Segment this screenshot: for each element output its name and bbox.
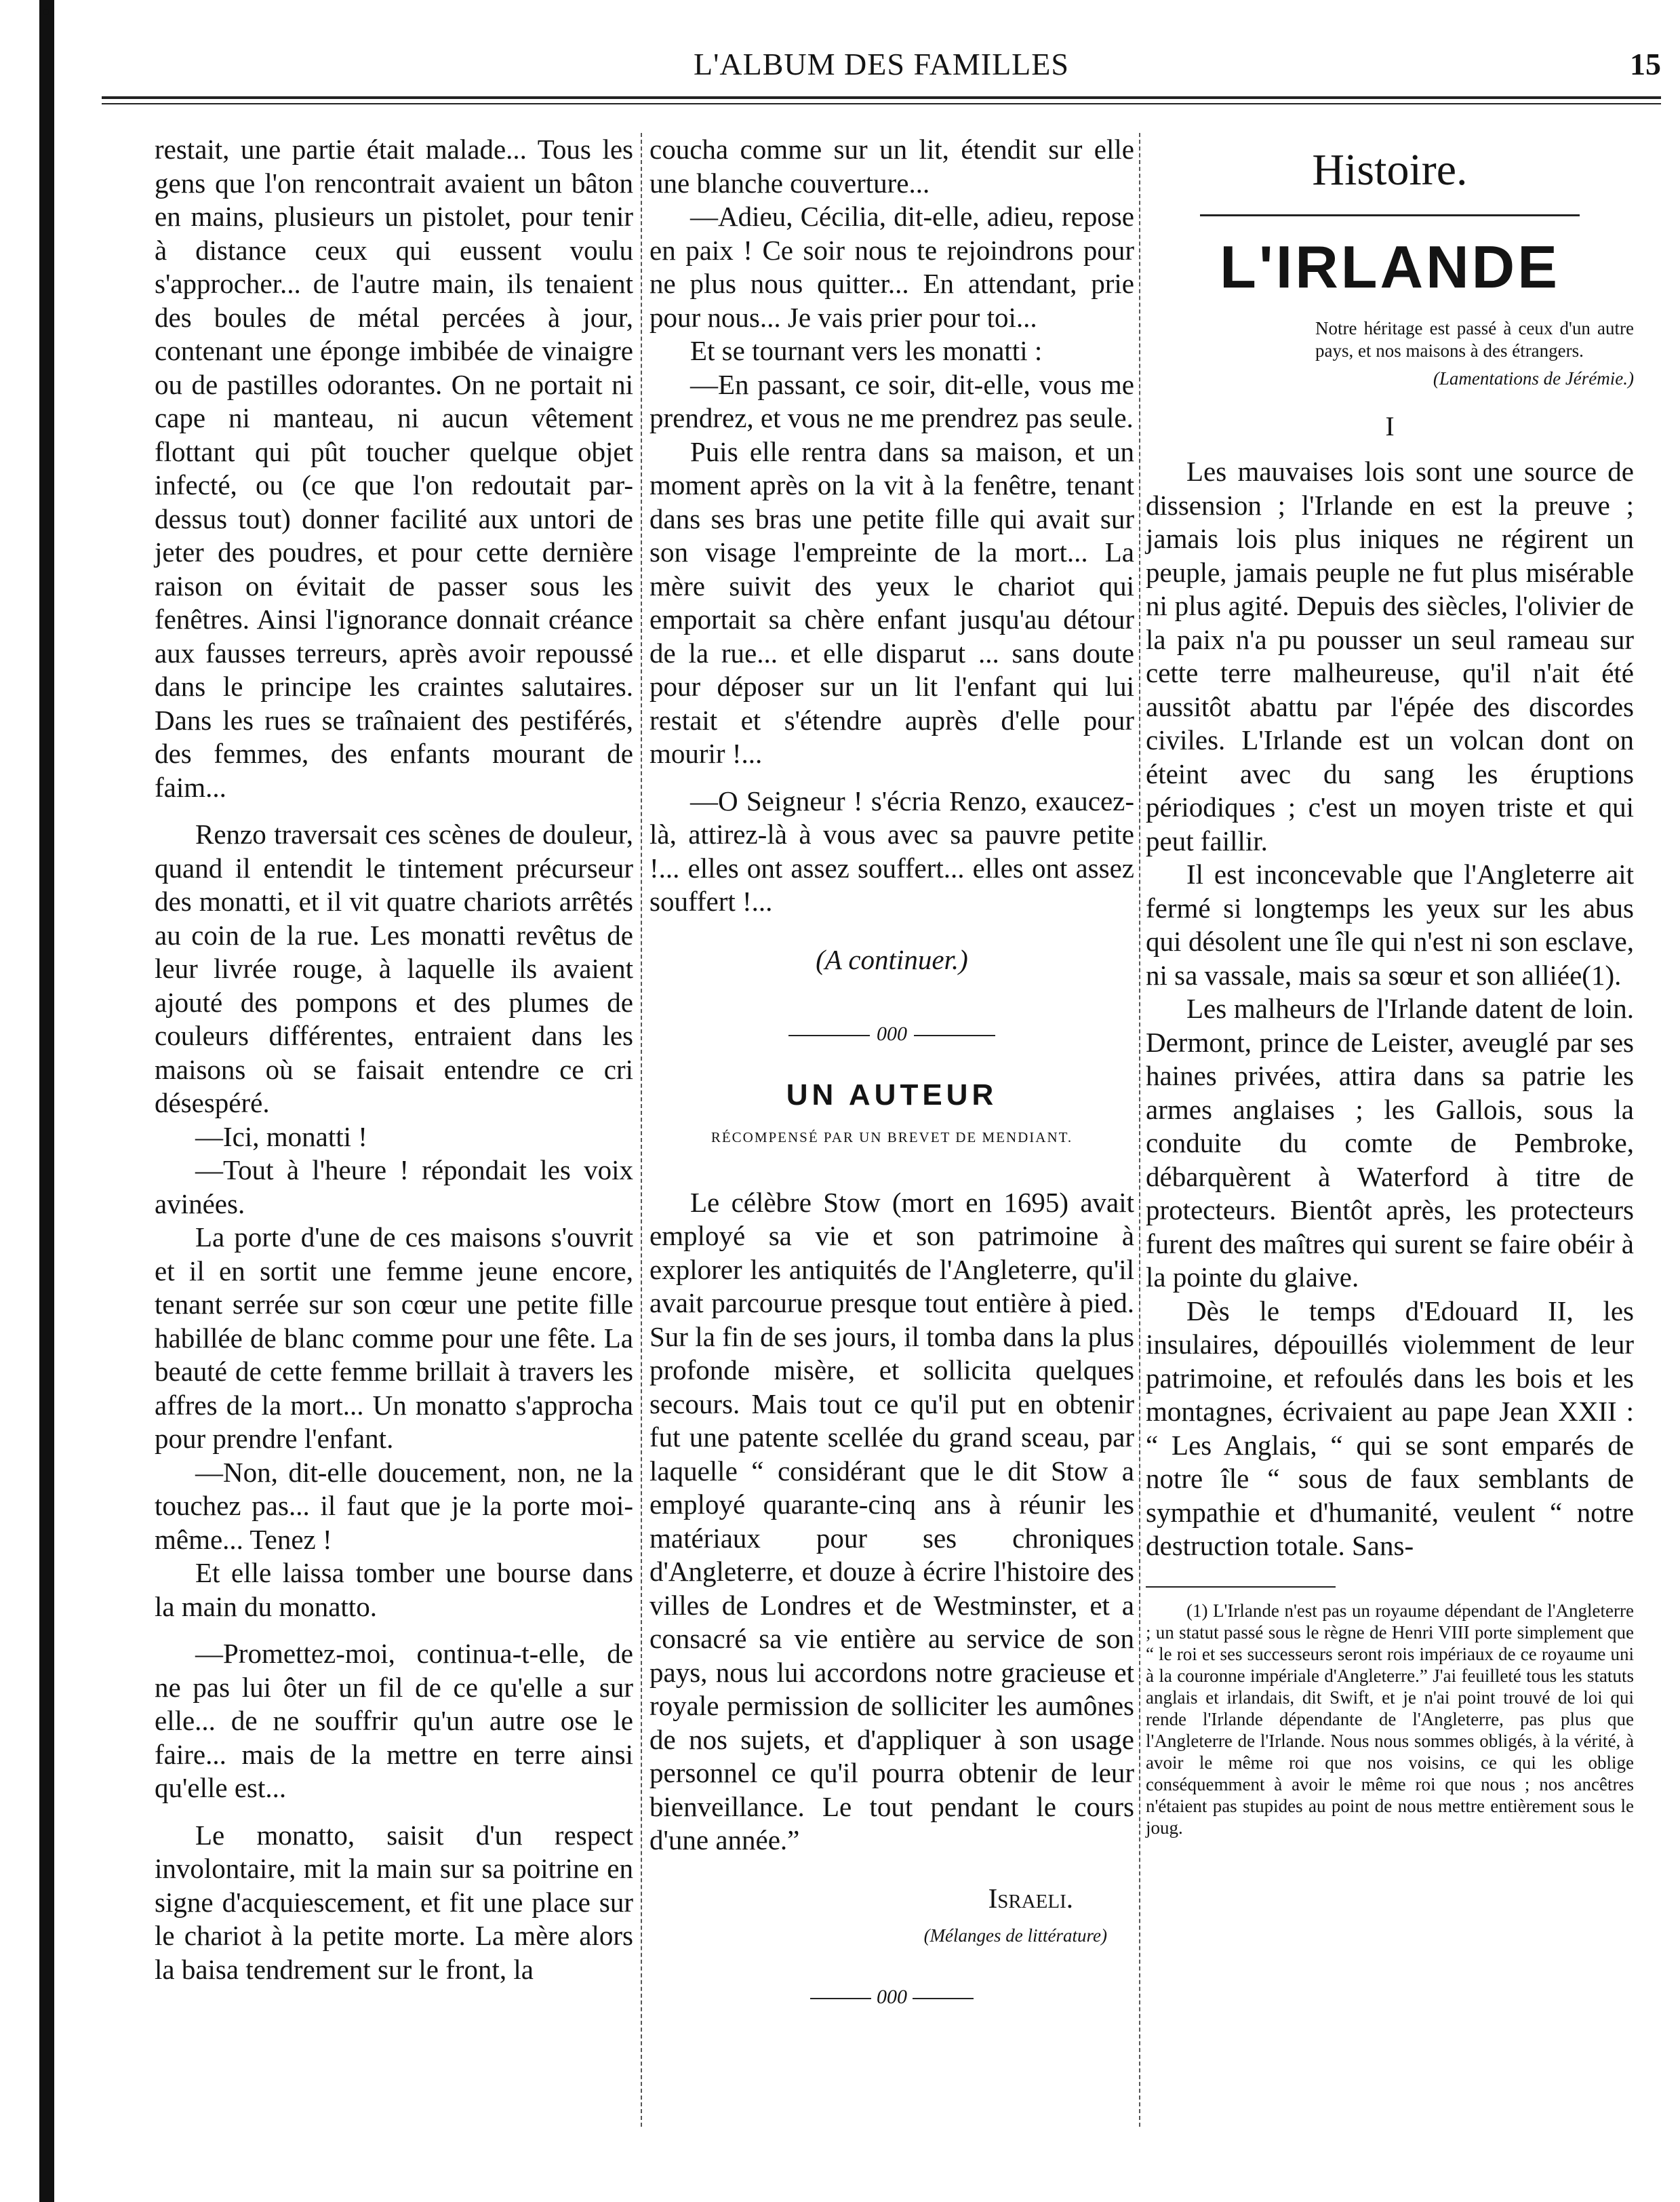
paragraph: Renzo traversait ces scènes de douleur, quand il entendit le tintement précurseur des monatti, et il vit quatre chariots arrêtés au coin de la rue. Les monatti revêtus de leur livrée rouge, à laquelle ils avaient ajouté des pompons et des plumes de couleurs différentes, entraient dans les maisons où se faisait entendre ce cri désespéré. (155, 819, 633, 1118)
running-title: L'ALBUM DES FAMILLES (694, 47, 1069, 81)
paragraph: —Non, dit-elle doucement, non, ne la touchez pas... il faut que je la porte moi-même... Tenez ! (155, 1456, 633, 1555)
paragraph: restait, une partie était malade... Tous les gens que l'on rencontrait avaient un bâton en mains, plusieurs un pistolet, pour tenir à distance ceux qui eussent voulu s'approcher... de l'autre main, ils tenaient des boules de métal percées à jour, contenant une éponge imbibée de vinaigre ou de pastilles odorantes. On ne portait ni cape ni manteau, ni aucun vêtement flottant qui pût toucher quelque objet infecté, ou (ce que l'on redoutait par-dessus tout) donner facilité aux untori de jeter des poudres, et pour cette dernière raison on évitait de passer sous les fenêtres. Ainsi l'ignorance donnait créance aux fausses terreurs, après avoir repoussé dans le principe les craintes salutaires. Dans les rues se traînaient des pestiférés, des femmes, des enfants mourant de faim... (155, 134, 633, 803)
paragraph: La porte d'une de ces maisons s'ouvrit et il en sortit une femme jeune encore, tenant serrée sur son cœur une petite fille habillée de blanc comme pour une fête. La beauté de cette femme brillait à travers les affres de la mort... Un monatto s'approcha pour prendre l'enfant. (155, 1221, 633, 1454)
paragraph: Le monatto, saisit d'un respect involontaire, mit la main sur sa poitrine en signe d'acquiescement, et fit une place sur le chariot à la petite morte. La mère alors la baisa tendrement sur le front, la (155, 1819, 633, 1985)
paragraph: coucha comme sur un lit, étendit sur elle une blanche couverture... (649, 134, 1134, 199)
end-separator: 000 (649, 1980, 1134, 2014)
paragraph: —Tout à l'heure ! répondait les voix avinées. (155, 1154, 633, 1219)
paragraph: Puis elle rentra dans sa maison, et un moment après on la vit à la fenêtre, tenant dans ses bras une petite fille qui avait sur son visage l'empreinte de la mort... La mère suivit des yeux le chariot qui emportait sa chère enfant jusqu'au détour de la rue... et elle disparut ... sans doute pour déposer sur un lit l'enfant qui lui restait et s'étendre auprès d'elle pour mourir !... (649, 435, 1134, 769)
separator: 000 (649, 1017, 1134, 1051)
column-divider (1139, 133, 1140, 2127)
header-rule (102, 96, 1661, 99)
column-divider (641, 133, 642, 2127)
subarticle-subtitle: RÉCOMPENSÉ PAR UN BREVET DE MENDIANT. (711, 1129, 1073, 1145)
subarticle-title: UN AUTEUR (786, 1078, 998, 1112)
column-middle (649, 133, 1134, 2013)
epigraph: Notre héritage est passé à ceux d'un autre pays, et nos maisons à des étrangers. (1315, 318, 1634, 361)
footnote-rule (1146, 1586, 1336, 1588)
paragraph: Et se tournant vers les monatti : (690, 335, 1043, 366)
subarticle-body: Le célèbre Stow (mort en 1695) avait employé sa vie et son patrimoine à explorer les antiquités de l'Angleterre, qu'il avait parcourue presque tout entière à pied. Sur la fin de ses jours, il tomba dans la plus profonde misère, et sollicita quelques secours. Mais tout ce qu'il put en obtenir fut une patente scellée du grand sceau, par laquelle “ considérant que le dit Stow a employé quarante-cinq ans à réunir les matériaux pour ses chroniques d'Angleterre, et douze à écrire l'histoire des villes de Londres et de Westminster, et a consacré sa vie entière au service de son pays, nous lui accordons notre gracieuse et royale permission de solliciter les aumônes de nos sujets, et d'appliquer à son usage personnel ce qu'il pourra obtenir de leur bienveillance. Le tout pendant le cours d'une année.” (649, 1186, 1134, 1855)
article-title: L'IRLANDE (1220, 233, 1560, 300)
to-be-continued: (A continuer.) (816, 943, 968, 975)
paragraph: Les malheurs de l'Irlande datent de loin. Dermont, prince de Leister, aveuglé par ses haines privées, attira dans sa patrie les armes anglaises ; les Gallois, sous la conduite du comte de Pembroke, débarquèrent à Waterford à titre de protecteurs. Bientôt après, les protecteurs furent des maîtres qui surent se faire obéir à la pointe du glaive. (1146, 993, 1634, 1293)
paragraph: —Adieu, Cécilia, dit-elle, adieu, repose en paix ! Ce soir nous te rejoindrons pour ne plus nous quitter... En attendant, prie pour nous... Je vais prier pour toi... (649, 201, 1134, 333)
section-heading: Histoire. (1312, 145, 1468, 195)
paragraph: —En passant, ce soir, dit-elle, vous me prendrez, et vous ne me prendrez pas seule. (649, 368, 1134, 433)
paragraph: —O Seigneur ! s'écria Renzo, exaucez-là, attirez-là à vous avec sa pauvre petite !... elles ont assez souffert... elles ont assez souffert !... (649, 785, 1134, 917)
header-rule-thin (102, 103, 1661, 104)
section-rule (1200, 214, 1580, 216)
chapter-number: I (1385, 410, 1395, 441)
binding-spine (39, 0, 54, 2202)
column-left (155, 133, 633, 1986)
column-right (1146, 133, 1634, 1839)
paragraph: Et elle laissa tomber une bourse dans la main du monatto. (155, 1557, 633, 1622)
paragraph: Il est inconcevable que l'Angleterre ait fermé si longtemps les yeux sur les abus qui désolent une île qui n'est ni son esclave, ni sa vassale, mais sa sœur et son alliée(1). (1146, 859, 1634, 991)
paragraph: —Promettez-moi, continua-t-elle, de ne pas lui ôter un fil de ce qu'elle a sur elle... de ne souffrir qu'un autre ose le faire... mais de la mettre en terre ainsi qu'elle est... (155, 1638, 633, 1803)
page-number: 15 (1630, 47, 1661, 81)
paragraph: —Ici, monatti ! (195, 1120, 367, 1152)
paragraph: Les mauvaises lois sont une source de dissension ; l'Irlande en est la preuve ; jamais lois plus iniques ne régirent un peuple, jamais peuple ne fut plus misérable ni plus agité. Depuis des siècles, l'olivier de la paix n'a pu pousser un seul rameau sur cette terre malheureuse, qu'il n'ait été aussitôt abattu par l'épée des discordes civiles. L'Irlande est un volcan dont on éteint avec du sang les éruptions périodiques ; c'est un moyen triste et qui peut faillir. (1146, 456, 1634, 857)
author-signature: Israeli. (988, 1882, 1073, 1914)
paragraph: Dès le temps d'Edouard II, les insulaires, dépouillés violemment de leur patrimoine, et refoulés dans les bois et les montagnes, écrivaient au pape Jean XXII : “ Les Anglais, “ qui se sont emparés de notre île “ sous de faux semblants de sympathie et d'humanité, veulent “ notre destruction totale. Sans- (1146, 1295, 1634, 1561)
signature-source: (Mélanges de littérature) (923, 1925, 1107, 1946)
spine-mark (43, 9, 49, 15)
epigraph-source: (Lamentations de Jérémie.) (1433, 368, 1634, 389)
footnote: (1) L'Irlande n'est pas un royaume dépendant de l'Angleterre ; un statut passé sous le règne de Henri VIII porte simplement que “ le roi et ses successeurs seront rois impériaux de ce royaume uni à la couronne impériale d'Angleterre.” J'ai feuilleté tous les statuts anglais et irlandais, dit Swift, et je n'ai point trouvé de loi qui rende l'Irlande dépendante de l'Angleterre, pas plus que l'Angleterre de l'Irlande. Nous nous sommes obligés, à la vérité, à avoir le même roi que nos voisins, ce qui les oblige conséquemment à avoir le même roi que nous ; nos ancêtres n'étaient pas stupides au point de nous mettre entièrement sous le joug. (1146, 1600, 1634, 1838)
page-header (102, 46, 1661, 94)
